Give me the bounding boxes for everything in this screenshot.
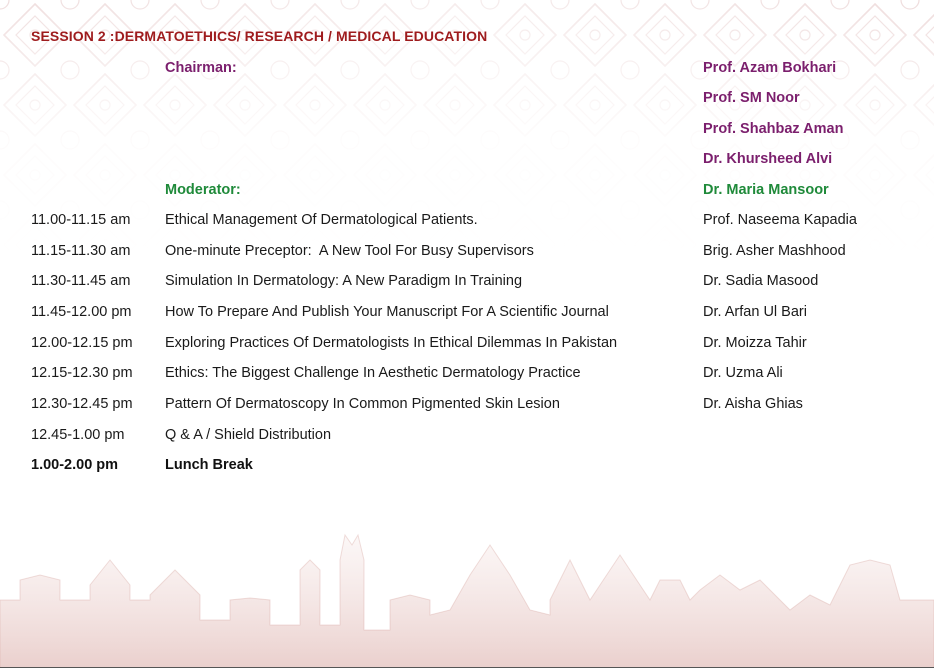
slot-time: 12.00-12.15 pm: [31, 335, 133, 351]
moderator-name: Dr. Maria Mansoor: [703, 182, 829, 198]
slot-speaker: Dr. Moizza Tahir: [703, 335, 807, 351]
break-label: Lunch Break: [165, 457, 253, 473]
slot-speaker: Dr. Arfan Ul Bari: [703, 304, 807, 320]
break-time: 1.00-2.00 pm: [31, 457, 119, 473]
schedule-row: [0, 396, 934, 416]
slot-speaker: Dr. Uzma Ali: [703, 365, 783, 381]
slot-topic: How To Prepare And Publish Your Manuscript For A Scientific Journal: [165, 304, 609, 320]
chairman-label: Chairman:: [165, 60, 237, 76]
slot-time: 11.45-12.00 pm: [31, 304, 132, 320]
chairman-row-3: [0, 121, 934, 141]
slot-topic: Ethical Management Of Dermatological Patients.: [165, 212, 478, 228]
schedule-row: [0, 365, 934, 385]
schedule-row: [0, 304, 934, 324]
slot-speaker: Brig. Asher Mashhood: [703, 243, 846, 259]
slot-time: 12.30-12.45 pm: [31, 396, 133, 412]
slot-topic: Pattern Of Dermatoscopy In Common Pigmented Skin Lesion: [165, 396, 560, 412]
schedule-row: [0, 335, 934, 355]
chairman-name: Prof. Azam Bokhari: [703, 60, 837, 76]
moderator-row: [0, 182, 934, 202]
slot-time: 11.00-11.15 am: [31, 212, 131, 228]
slot-time: 11.30-11.45 am: [31, 273, 131, 289]
slot-speaker: Dr. Sadia Masood: [703, 273, 819, 289]
slot-topic: Ethics: The Biggest Challenge In Aesthetic Dermatology Practice: [165, 365, 581, 381]
chairman-name: Prof. Shahbaz Aman: [703, 121, 844, 137]
slot-speaker: Prof. Naseema Kapadia: [703, 212, 857, 228]
slot-topic: One-minute Preceptor: A New Tool For Busy Supervisors: [165, 243, 534, 259]
slot-time: 12.15-12.30 pm: [31, 365, 133, 381]
schedule-row: [0, 273, 934, 293]
slot-speaker: Dr. Aisha Ghias: [703, 396, 803, 412]
chairman-name: Prof. SM Noor: [703, 90, 800, 106]
chairman-row-4: [0, 151, 934, 171]
session-title: SESSION 2 :DERMATOETHICS/ RESEARCH / MEDICAL EDUCATION: [31, 28, 488, 44]
break-row: [0, 457, 934, 477]
slot-topic: Simulation In Dermatology: A New Paradigm In Training: [165, 273, 523, 289]
schedule-row: [0, 427, 934, 447]
moderator-label: Moderator:: [165, 182, 241, 198]
slot-time: 12.45-1.00 pm: [31, 427, 125, 443]
slot-topic: Q & A / Shield Distribution: [165, 427, 332, 443]
schedule-row: [0, 212, 934, 232]
slot-time: 11.15-11.30 am: [31, 243, 131, 259]
chairman-row-1: [0, 60, 934, 80]
schedule-row: [0, 243, 934, 263]
slot-topic: Exploring Practices Of Dermatologists In Ethical Dilemmas In Pakistan: [165, 335, 618, 351]
chairman-name: Dr. Khursheed Alvi: [703, 151, 833, 167]
chairman-row-2: [0, 90, 934, 110]
